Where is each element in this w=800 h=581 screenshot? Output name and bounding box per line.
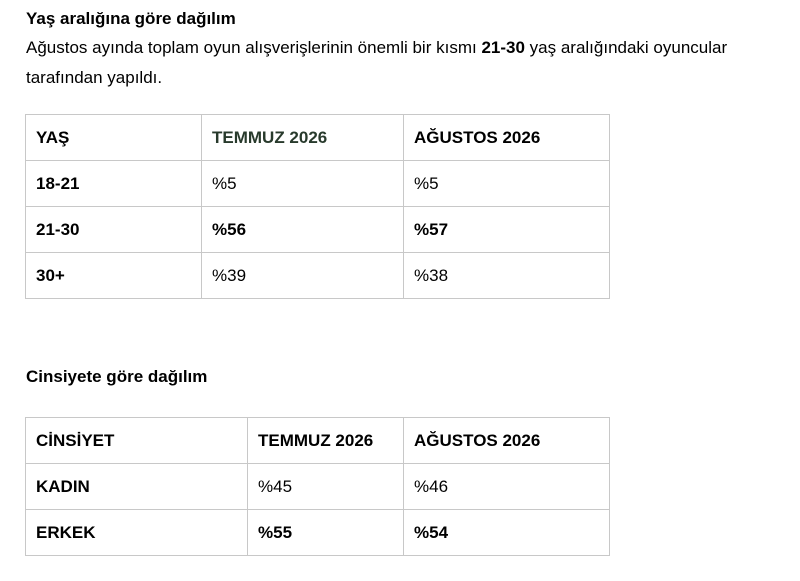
july-value-cell: %39 [202, 253, 404, 299]
age-section-title: Yaş aralığına göre dağılım [26, 9, 236, 28]
july-value-cell: %45 [248, 464, 404, 510]
august-value-cell: %54 [404, 510, 610, 556]
gender-section-title: Cinsiyete göre dağılım [26, 367, 208, 386]
gender-cell: ERKEK [26, 510, 248, 556]
table-header-row [26, 115, 610, 161]
header-august-2026: AĞUSTOS 2026 [404, 418, 610, 464]
intro-highlight: 21-30 [481, 38, 525, 57]
age-range-cell: 21-30 [26, 207, 202, 253]
table-row [26, 464, 610, 510]
table-row [26, 207, 610, 253]
age-distribution-table [25, 114, 610, 299]
table-row [26, 253, 610, 299]
header-gender: CİNSİYET [26, 418, 248, 464]
august-value-cell: %5 [404, 161, 610, 207]
table-row [26, 161, 610, 207]
intro-text-end: yaş aralığındaki oyuncular tarafından yapıldı. [26, 38, 728, 87]
header-july-2026: TEMMUZ 2026 [248, 418, 404, 464]
intro-text-start: Ağustos ayında toplam oyun alışverişlerinin önemli bir kısmı [26, 38, 482, 57]
age-range-cell: 18-21 [26, 161, 202, 207]
july-value-cell: %56 [202, 207, 404, 253]
july-value-cell: %5 [202, 161, 404, 207]
july-value-cell: %55 [248, 510, 404, 556]
age-range-cell: 30+ [26, 253, 202, 299]
header-august-2026: AĞUSTOS 2026 [404, 115, 610, 161]
table-row [26, 510, 610, 556]
table-header-row [26, 418, 610, 464]
august-value-cell: %57 [404, 207, 610, 253]
august-value-cell: %38 [404, 253, 610, 299]
august-value-cell: %46 [404, 464, 610, 510]
gender-distribution-table [25, 417, 610, 556]
age-section-intro [26, 33, 786, 93]
gender-cell: KADIN [26, 464, 248, 510]
header-age: YAŞ [26, 115, 202, 161]
header-july-2026: TEMMUZ 2026 [202, 115, 404, 161]
